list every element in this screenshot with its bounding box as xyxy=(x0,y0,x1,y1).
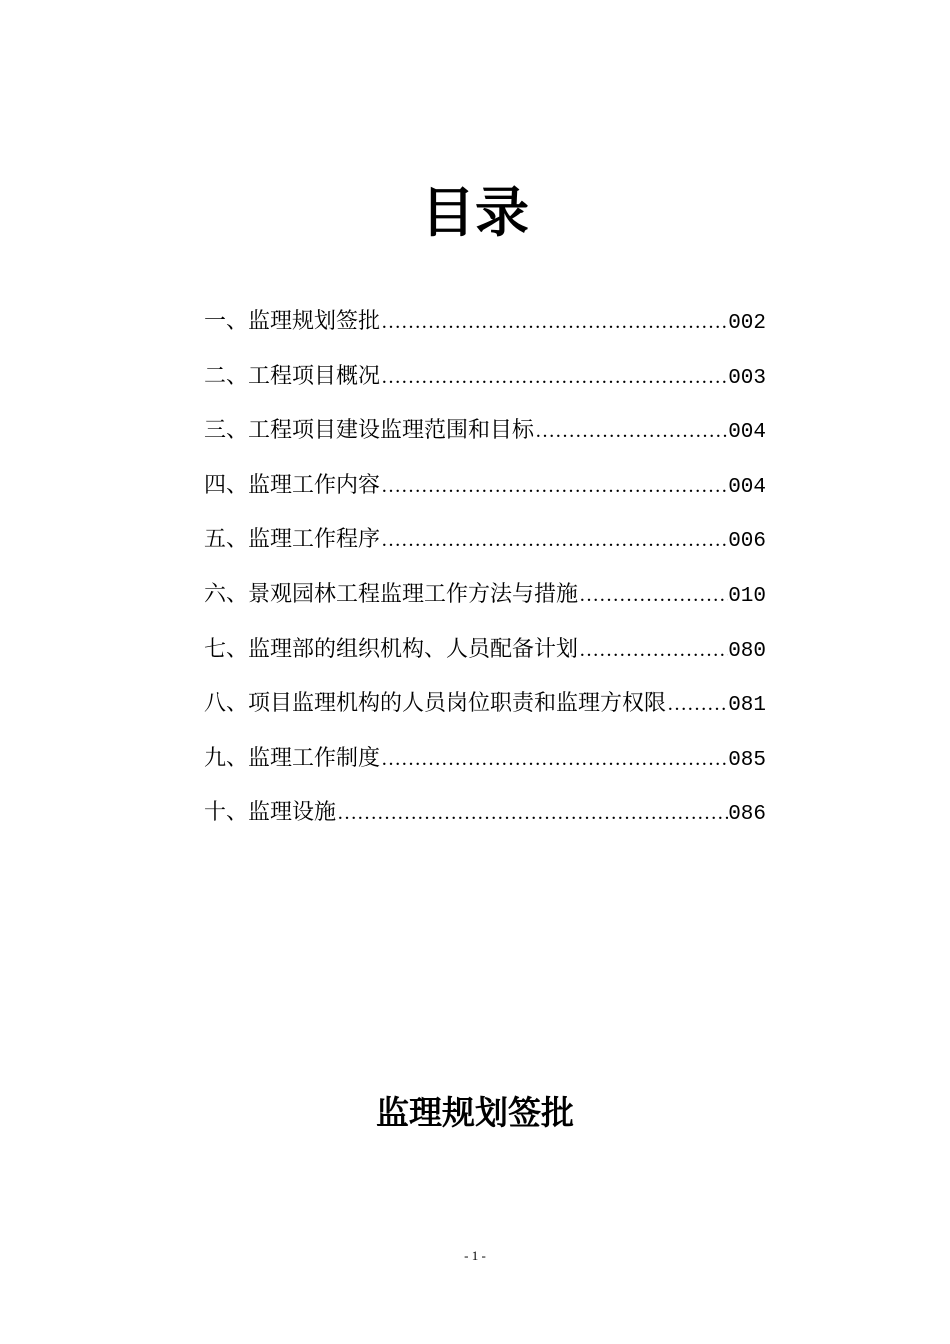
toc-entry-title: 监理设施 xyxy=(248,800,337,826)
toc-entry-title: 监理规划签批 xyxy=(248,309,381,334)
toc-entry-page: 010 xyxy=(728,584,766,608)
toc-entry[interactable] xyxy=(204,628,766,683)
toc-title: 目录 xyxy=(421,181,529,244)
toc-entry-page: 080 xyxy=(728,639,766,663)
toc-entry[interactable] xyxy=(204,518,766,573)
toc-leader-dots xyxy=(336,791,728,835)
toc-entry-number: 二、 xyxy=(204,363,249,389)
toc-leader-dots xyxy=(380,518,728,562)
toc-entry-number: 十、 xyxy=(204,800,249,826)
section-heading: 监理规划签批 xyxy=(376,1093,574,1132)
toc-entry-page: 085 xyxy=(728,748,766,772)
table-of-contents xyxy=(204,300,766,846)
toc-entry-number: 三、 xyxy=(204,418,249,444)
toc-entry-page: 086 xyxy=(728,803,766,827)
toc-entry-number: 六、 xyxy=(204,581,249,607)
toc-entry-title: 监理部的组织机构、人员配备计划 xyxy=(248,636,579,662)
toc-leader-dots xyxy=(578,573,728,617)
toc-entry-number: 四、 xyxy=(204,472,249,498)
toc-entry-title: 工程项目建设监理范围和目标 xyxy=(248,418,535,444)
toc-entry-title: 工程项目概况 xyxy=(248,363,381,389)
toc-entry[interactable] xyxy=(204,737,766,792)
toc-entry-page: 003 xyxy=(728,366,766,390)
toc-leader-dots xyxy=(380,464,728,508)
toc-entry[interactable] xyxy=(204,300,766,355)
page-number: - 1 - xyxy=(464,1248,486,1263)
toc-entry-page: 002 xyxy=(728,312,766,335)
toc-entry[interactable] xyxy=(204,355,766,410)
toc-entry-title: 项目监理机构的人员岗位职责和监理方权限 xyxy=(248,691,667,717)
toc-entry-page: 004 xyxy=(728,475,766,499)
toc-entry-page: 004 xyxy=(728,421,766,445)
toc-entry[interactable] xyxy=(204,464,766,519)
toc-entry-number: 一、 xyxy=(204,309,249,334)
toc-entry[interactable] xyxy=(204,573,766,628)
toc-leader-dots xyxy=(380,300,728,344)
toc-leader-dots xyxy=(534,409,728,453)
toc-entry-number: 五、 xyxy=(204,527,249,553)
toc-entry[interactable] xyxy=(204,682,766,737)
toc-entry-page: 006 xyxy=(728,530,766,554)
toc-entry-title: 景观园林工程监理工作方法与措施 xyxy=(248,581,579,607)
toc-leader-dots xyxy=(380,737,728,781)
toc-entry-title: 监理工作程序 xyxy=(248,527,381,553)
toc-leader-dots xyxy=(666,682,728,726)
toc-leader-dots xyxy=(380,355,728,399)
toc-entry[interactable] xyxy=(204,409,766,464)
toc-entry[interactable] xyxy=(204,791,766,846)
toc-entry-title: 监理工作内容 xyxy=(248,472,381,498)
toc-entry-number: 九、 xyxy=(204,745,249,771)
toc-entry-number: 七、 xyxy=(204,636,249,662)
toc-entry-page: 081 xyxy=(728,694,766,718)
toc-entry-number: 八、 xyxy=(204,691,249,717)
toc-entry-title: 监理工作制度 xyxy=(248,745,381,771)
toc-leader-dots xyxy=(578,628,728,672)
